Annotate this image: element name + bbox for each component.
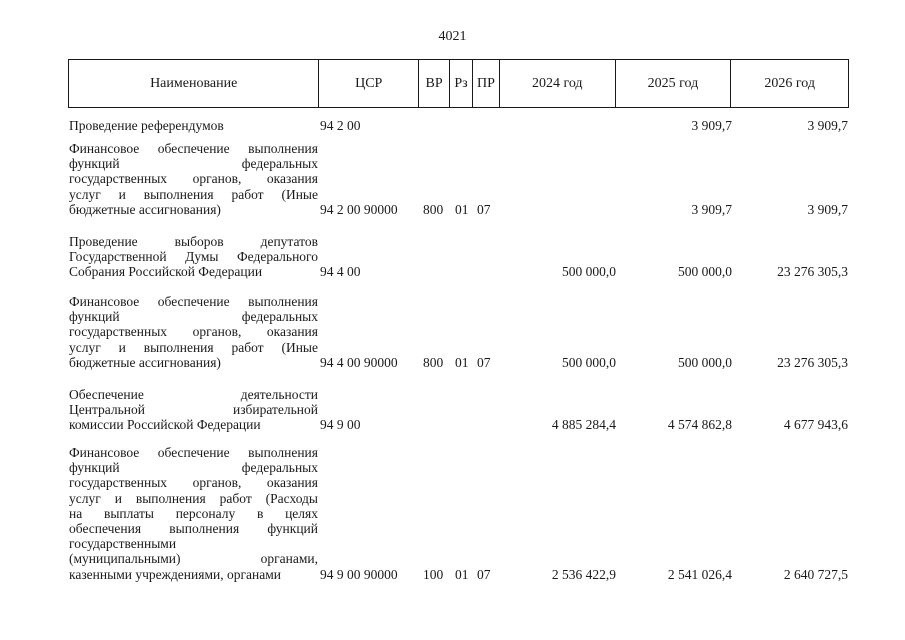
row-name-line: государственных органов, оказания xyxy=(69,475,318,491)
row-name-line: Центральной избирательной xyxy=(69,402,318,418)
row-csr: 94 4 00 90000 xyxy=(320,354,398,370)
row-2025: 3 909,7 xyxy=(691,201,732,217)
row-name-line: казенными учреждениями, органами xyxy=(69,566,281,582)
row-2026: 23 276 305,3 xyxy=(777,264,848,280)
row-pr: 07 xyxy=(477,566,491,582)
row-name-line: функций федеральных xyxy=(69,460,318,476)
header-csr: ЦСР xyxy=(319,60,419,107)
row-2024: 500 000,0 xyxy=(562,354,616,370)
row-csr: 94 4 00 xyxy=(320,264,361,280)
row-2024: 2 536 422,9 xyxy=(551,566,616,582)
header-name: Наименование xyxy=(69,60,319,107)
row-vr: 800 xyxy=(423,201,444,217)
row-name-line: Собрания Российской Федерации xyxy=(69,264,263,280)
row-name-line: Обеспечение деятельности xyxy=(69,387,318,402)
row-name xyxy=(69,118,318,133)
row-csr: 94 9 00 xyxy=(320,417,361,433)
row-pr: 07 xyxy=(477,201,491,217)
header-rz: Рз xyxy=(450,60,473,107)
row-name-line: Финансовое обеспечение выполнения xyxy=(69,294,318,309)
row-2025: 3 909,7 xyxy=(691,118,732,133)
row-2026: 3 909,7 xyxy=(807,118,848,133)
row-vr: 800 xyxy=(423,354,444,370)
row-2026: 3 909,7 xyxy=(807,201,848,217)
row-name-line: государственных органов, оказания xyxy=(69,324,318,340)
row-name-line: бюджетные ассигнования) xyxy=(69,201,221,217)
row-name-line: на выплаты персоналу в целях xyxy=(69,505,318,521)
row-rz: 01 xyxy=(455,201,469,217)
row-name-line: Государственной Думы Федерального xyxy=(69,249,318,265)
row-2025: 500 000,0 xyxy=(678,354,732,370)
row-name-line: обеспечения выполнения функций xyxy=(69,521,318,537)
row-name-line: Финансовое обеспечение выполнения xyxy=(69,141,318,156)
row-csr: 94 2 00 xyxy=(320,118,361,133)
row-name-line: услуг и выполнения работ (Иные xyxy=(69,186,318,202)
row-name-line: комиссии Российской Федерации xyxy=(69,417,261,433)
table-header xyxy=(68,59,849,108)
row-name xyxy=(69,234,318,280)
row-2025: 2 541 026,4 xyxy=(667,566,732,582)
row-name xyxy=(69,294,318,370)
row-rz: 01 xyxy=(455,354,469,370)
row-csr: 94 9 00 90000 xyxy=(320,566,398,582)
row-name xyxy=(69,387,318,433)
row-name-line: бюджетные ассигнования) xyxy=(69,354,221,370)
row-name-line: государственных органов, оказания xyxy=(69,171,318,187)
row-2026: 4 677 943,6 xyxy=(783,417,848,433)
row-name-line: услуг и выполнения работ (Иные xyxy=(69,339,318,355)
row-name-line: государственными xyxy=(69,536,177,552)
row-name xyxy=(69,141,318,217)
row-2024: 500 000,0 xyxy=(562,264,616,280)
row-2025: 4 574 862,8 xyxy=(667,417,732,433)
row-pr: 07 xyxy=(477,354,491,370)
header-2026: 2026 год xyxy=(764,75,815,91)
row-2026: 2 640 727,5 xyxy=(783,566,848,582)
header-pr: ПР xyxy=(473,60,500,107)
header-2025: 2025 год xyxy=(616,60,732,107)
page-number: 4021 xyxy=(438,29,467,44)
header-2024: 2024 год xyxy=(500,60,616,107)
row-name-line: услуг и выполнения работ (Расходы xyxy=(69,490,318,506)
row-name-line: Проведение референдумов xyxy=(69,118,224,133)
row-vr: 100 xyxy=(423,566,444,582)
row-2024: 4 885 284,4 xyxy=(551,417,616,433)
row-rz: 01 xyxy=(455,566,469,582)
row-name-line: Проведение выборов депутатов xyxy=(69,234,318,249)
row-name xyxy=(69,445,318,582)
row-name-line: Финансовое обеспечение выполнения xyxy=(69,445,318,460)
row-csr: 94 2 00 90000 xyxy=(320,201,398,217)
row-name-line: функций федеральных xyxy=(69,309,318,325)
row-2026: 23 276 305,3 xyxy=(777,354,848,370)
header-vr: ВР xyxy=(419,60,450,107)
row-name-line: функций федеральных xyxy=(69,156,318,172)
row-name-line: (муниципальными) органами, xyxy=(69,551,318,567)
row-2025: 500 000,0 xyxy=(678,264,732,280)
